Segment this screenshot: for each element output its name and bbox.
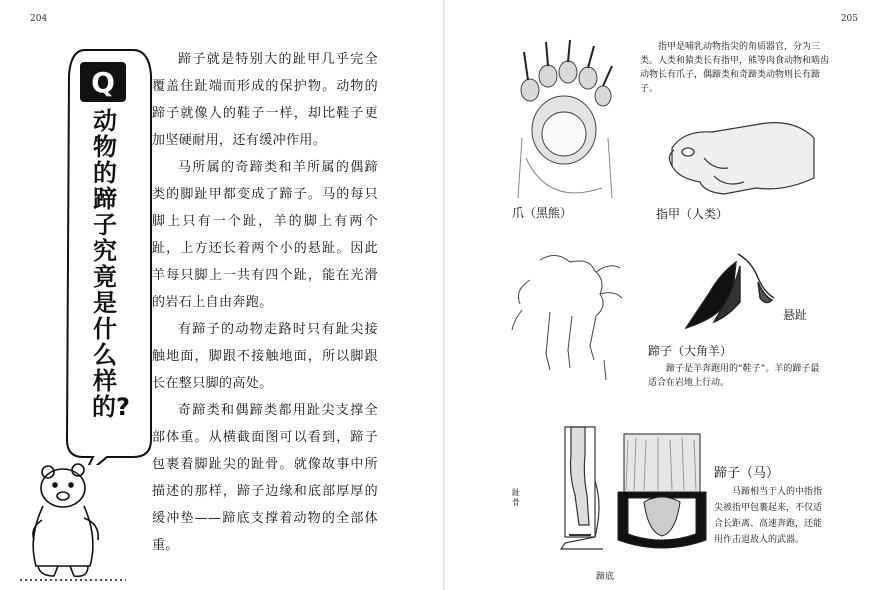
body-paragraph: 奇蹄类和偶蹄类都用趾尖支撑全部体重。从横截面图可以看到，蹄子包裹着脚趾尖的趾骨。就像故事中所描述的那样，蹄子边缘和底部厚厚的缓冲垫——蹄底支撑着动物的全部体重。 bbox=[152, 403, 378, 553]
page-number-left: 204 bbox=[30, 14, 48, 24]
human-hand-illustration bbox=[664, 108, 819, 200]
sole-label: 蹄底 bbox=[596, 572, 615, 582]
page-spine bbox=[443, 0, 445, 590]
body-paragraph: 蹄子就是特别大的趾甲几乎完全覆盖住趾端而形成的保护物。动物的蹄子就像人的鞋子一样，却比鞋子更加坚硬耐用，还有缓冲作用。 bbox=[152, 52, 378, 148]
goat-sketch-illustration bbox=[510, 250, 628, 385]
horse-hoof-illustration bbox=[614, 432, 710, 554]
horse-note bbox=[714, 484, 828, 548]
goat-hoof-caption: 蹄子（大角羊） bbox=[648, 344, 733, 358]
body-paragraph: 有蹄子的动物走路时只有趾尖接触地面，脚跟不接触地面，所以脚跟长在整只脚的高处。 bbox=[152, 322, 378, 391]
page-number-right: 205 bbox=[840, 14, 858, 24]
goat-hoof-illustration bbox=[680, 252, 780, 337]
question-mark-badge: Q bbox=[80, 62, 126, 102]
page-title: 动物的蹄子究竟是什么样的? bbox=[92, 107, 130, 421]
goat-note bbox=[648, 362, 828, 390]
horse-hoof-section-illustration bbox=[545, 425, 607, 551]
top-note bbox=[640, 40, 830, 96]
dewclaw-label: 悬趾 bbox=[783, 308, 808, 322]
horse-note-text: 马蹄相当于人的中指指尖被指甲包裹起来，不仅适合长距离、高速奔跑，还能用作击退敌人的武器。 bbox=[714, 487, 823, 545]
article-body bbox=[152, 46, 378, 559]
horse-hoof-caption: 蹄子（马） bbox=[714, 466, 780, 481]
bone-label: 趾骨 bbox=[512, 488, 520, 507]
body-paragraph: 马所属的奇蹄类和羊所属的偶蹄类的脚趾甲都变成了蹄子。马的每只脚上只有一个趾，羊的脚上有两个趾，上方还长着两个小的悬趾。因此羊每只脚上一共有四个趾，能在光滑的岩石上自由奔跑。 bbox=[152, 160, 378, 310]
top-note-text: 指甲是哺乳动物指尖的角质器官，分为三类。人类和猿类长有指甲，熊等肉食动物和啮齿动物长有爪子，偶蹄类和奇蹄类动物则长有蹄子。 bbox=[640, 42, 830, 94]
bear-paw-illustration bbox=[508, 38, 620, 203]
bear-claw-caption: 爪（黑熊） bbox=[512, 206, 573, 220]
goat-note-text: 蹄子是羊奔跑用的“鞋子”。羊的蹄子最适合在岩地上行动。 bbox=[648, 364, 820, 388]
bear-illustration bbox=[18, 458, 128, 583]
human-nail-caption: 指甲（人类） bbox=[656, 207, 729, 221]
